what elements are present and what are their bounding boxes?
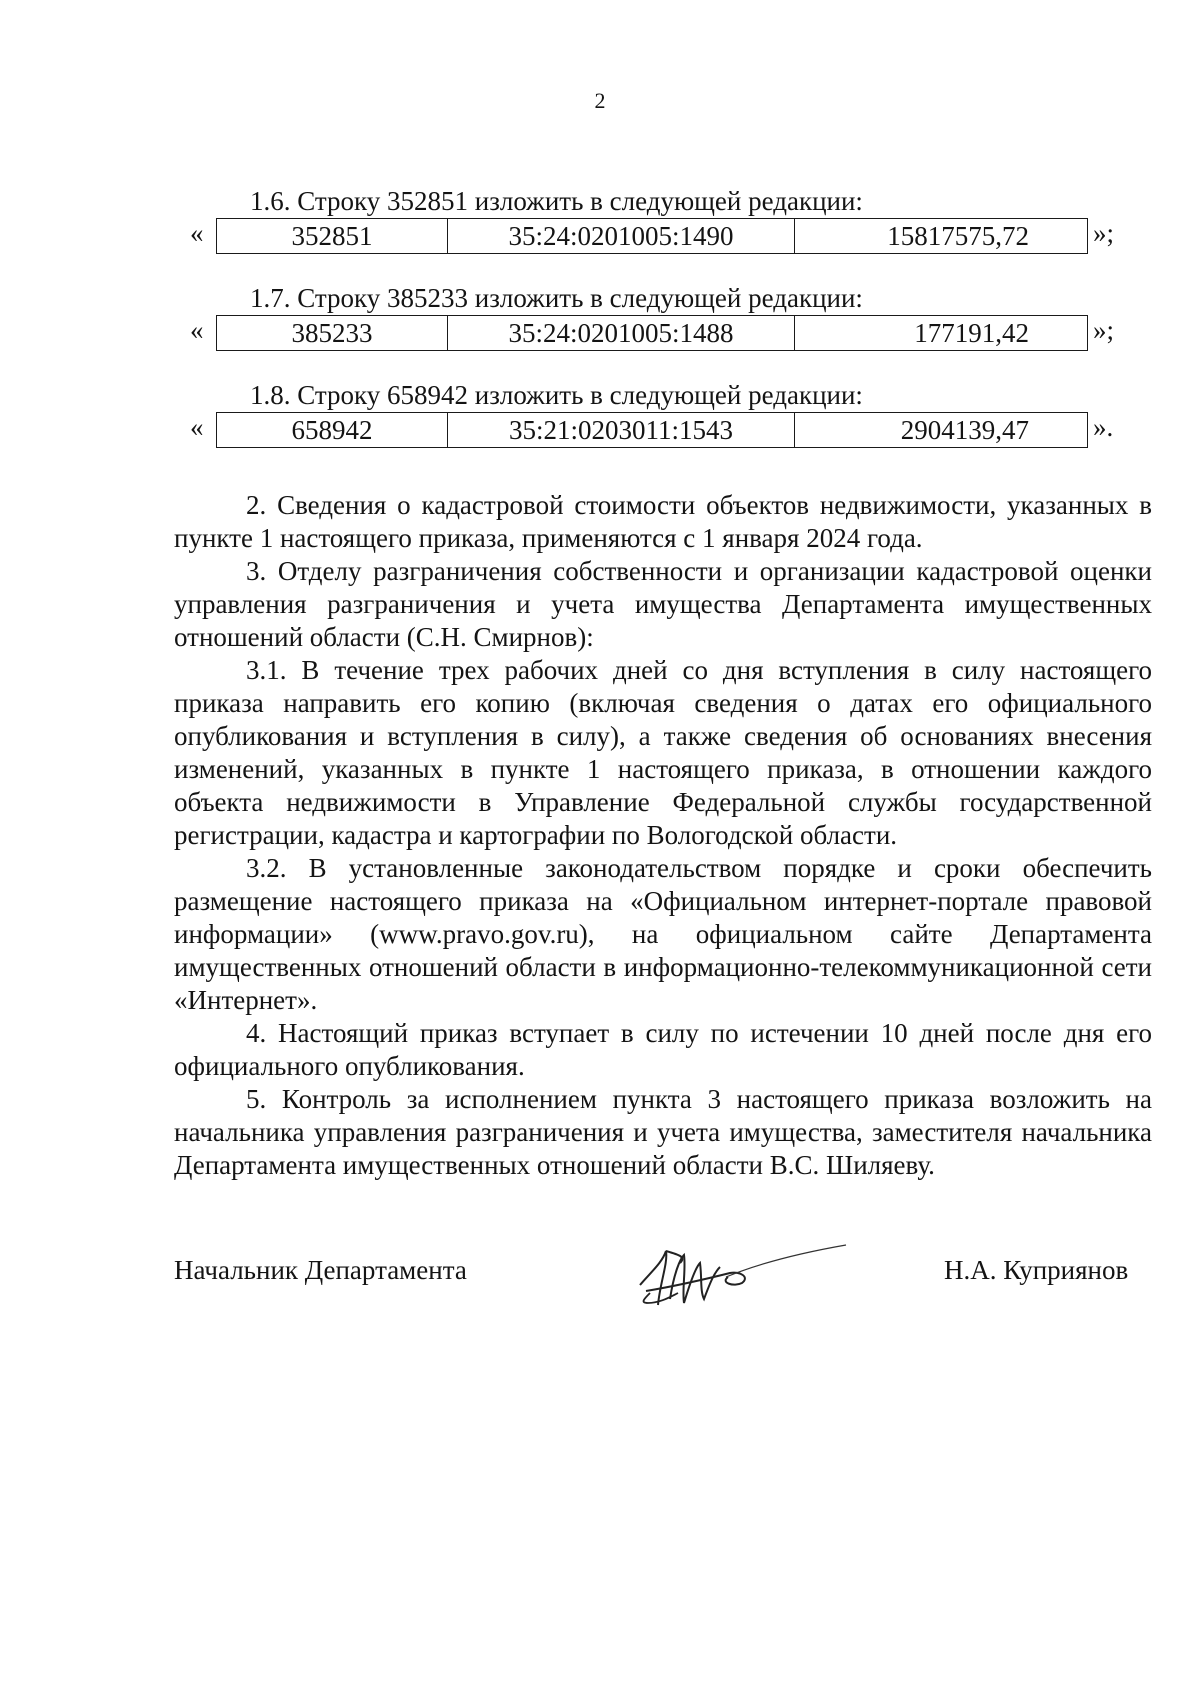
table-row <box>217 219 1088 254</box>
amendment-row-table <box>216 315 1088 351</box>
cadastral-number-cell: 35:21:0203011:1543 <box>448 413 795 448</box>
quote-open: « <box>190 315 204 345</box>
cadastral-value-cell: 177191,42 <box>795 316 1088 351</box>
signatory-title: Начальник Департамента <box>174 1255 467 1285</box>
amendment-row-table <box>216 412 1088 448</box>
signature-block <box>0 1255 1200 1335</box>
row-number-cell: 385233 <box>217 316 448 351</box>
cadastral-value-cell: 15817575,72 <box>795 219 1088 254</box>
quote-close: »; <box>1093 315 1115 345</box>
table-row <box>217 413 1088 448</box>
quote-open: « <box>190 412 204 442</box>
row-number-cell: 352851 <box>217 219 448 254</box>
signatory-name: Н.А. Куприянов <box>944 1255 1129 1285</box>
paragraph-2: 2. Сведения о кадастровой стоимости объектов недвижимости, указанных в пункте 1 настоящего приказа, применяются с 1 января 2024 года. <box>174 490 1152 553</box>
cadastral-value-cell: 2904139,47 <box>795 413 1088 448</box>
paragraph-4: 4. Настоящий приказ вступает в силу по истечении 10 дней после дня его официального опубликования. <box>174 1018 1152 1081</box>
handwritten-signature <box>610 1233 850 1323</box>
cadastral-number-cell: 35:24:0201005:1490 <box>448 219 795 254</box>
quote-close: »; <box>1093 218 1115 248</box>
quote-open: « <box>190 218 204 248</box>
amendment-heading: 1.6. Строку 352851 изложить в следующей редакции: <box>250 186 863 216</box>
paragraph-3-2: 3.2. В установленные законодательством порядке и сроки обеспечить размещение настоящего приказа на «Официальном интернет-портале правовой информации» (www.pravo.gov.ru), на официальном сайте Департамента имущественных отношений области в информационно-телекоммуникационной сети «Интернет». <box>174 853 1152 1015</box>
amendment-heading: 1.8. Строку 658942 изложить в следующей редакции: <box>250 380 863 410</box>
row-number-cell: 658942 <box>217 413 448 448</box>
order-body <box>174 489 1152 1182</box>
table-row <box>217 316 1088 351</box>
paragraph-5: 5. Контроль за исполнением пункта 3 настоящего приказа возложить на начальника управления разграничения и учета имущества, заместителя начальника Департамента имущественных отношений области В.С. Шиляеву. <box>174 1084 1152 1180</box>
paragraph-3-1: 3.1. В течение трех рабочих дней со дня вступления в силу настоящего приказа направить его копию (включая сведения о датах его официального опубликования и вступления в силу), а также сведения об основаниях внесения изменений, указанных в пункте 1 настоящего приказа, в отношении каждого объекта недвижимости в Управление Федеральной службы государственной регистрации, кадастра и картографии по Вологодской области. <box>174 655 1152 850</box>
amendment-heading: 1.7. Строку 385233 изложить в следующей редакции: <box>250 283 863 313</box>
paragraph-3: 3. Отделу разграничения собственности и организации кадастровой оценки управления разграничения и учета имущества Департамента имущественных отношений области (С.Н. Смирнов): <box>174 556 1152 652</box>
page-number: 2 <box>594 88 606 113</box>
cadastral-number-cell: 35:24:0201005:1488 <box>448 316 795 351</box>
amendment-row-table <box>216 218 1088 254</box>
quote-close: ». <box>1093 412 1114 442</box>
